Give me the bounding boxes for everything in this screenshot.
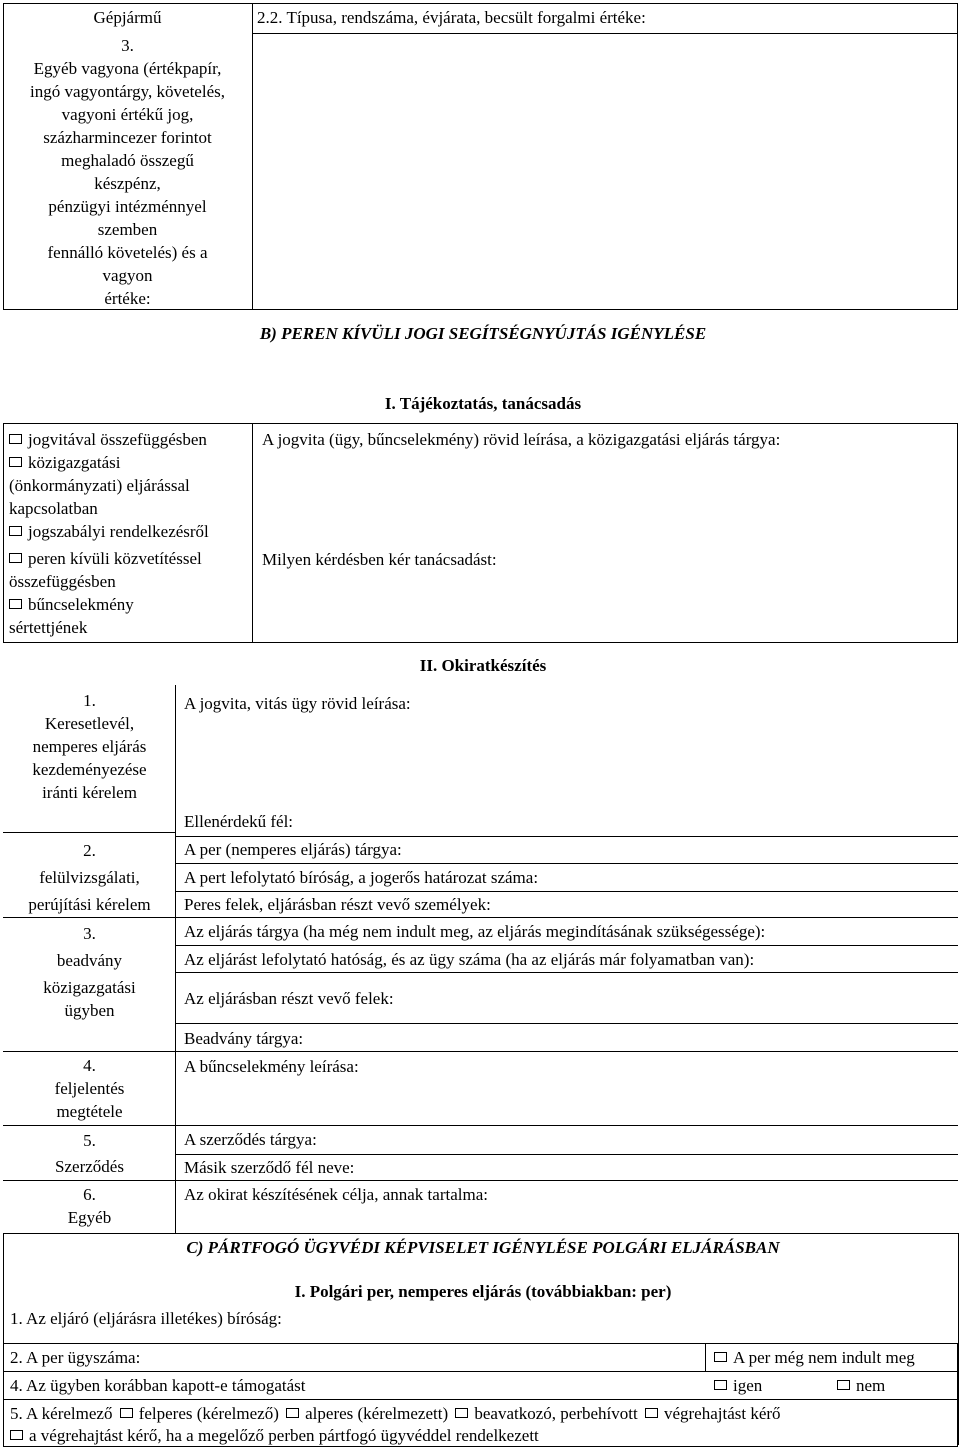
- checkbox-icon[interactable]: [9, 553, 22, 563]
- drafting-line: [175, 891, 958, 892]
- role-enforcement-prior-option[interactable]: a végrehajtást kérő, ha a megelőző perben pártfogó ügyvéddel rendelkezett: [10, 1424, 539, 1447]
- drafting-line: [3, 917, 958, 918]
- section-b-title: B) PEREN KÍVÜLI JOGI SEGÍTSÉGNYÚJTÁS IGÉNYLÉSE: [259, 324, 707, 343]
- prior-support-label: 4. Az ügyben korábban kapott-e támogatást: [10, 1376, 306, 1395]
- vehicle-label: Gépjármű: [93, 8, 162, 27]
- form-right-border: [958, 1233, 959, 1445]
- drafting-item-review[interactable]: 2. felülvizsgálati, perújítási kérelem: [28, 841, 151, 914]
- checkbox-icon[interactable]: [9, 457, 22, 467]
- drafting-line: [175, 1154, 958, 1155]
- section-c-title: C) PÁRTFOGÓ ÜGYVÉDI KÉPVISELET IGÉNYLÉSE POLGÁRI ELJÁRÁSBAN: [186, 1238, 780, 1257]
- consultation-question-field[interactable]: Milyen kérdésben kér tanácsadást:: [262, 550, 497, 569]
- court-field[interactable]: 1. Az eljáró (eljárásra illetékes) bíróság:: [10, 1309, 282, 1328]
- drafting-line: [175, 1023, 958, 1024]
- option-administrative[interactable]: közigazgatási: [9, 451, 209, 474]
- drafting-item-other[interactable]: 6. Egyéb: [67, 1185, 112, 1227]
- option-legal-dispute[interactable]: jogvitával összefüggésben: [9, 428, 209, 451]
- asset-table-divider: [252, 3, 253, 310]
- procedure-subject-field[interactable]: Az eljárás tárgya (ha még nem indult meg, az eljárás megindításának szükségessége):: [184, 922, 766, 941]
- civil-case-row-line: [3, 1399, 958, 1400]
- consultation-options: jogvitával összefüggésben közigazgatási (önkormányzati) eljárással kapcsolatban jogszabályi rendelkezésről peren kívüli közvetítéssel összefüggésben bűncselekmény sértettjének: [9, 430, 209, 637]
- drafting-line: [3, 1180, 958, 1181]
- other-party-name-field[interactable]: Másik szerződő fél neve:: [184, 1158, 355, 1177]
- case-subject-field[interactable]: A per (nemperes eljárás) tárgya:: [184, 840, 402, 859]
- drafting-item-report[interactable]: 4. feljelentés megtétele: [54, 1056, 125, 1121]
- option-crime-victim[interactable]: bűncselekmény: [9, 593, 209, 616]
- submission-subject-field[interactable]: Beadvány tárgya:: [184, 1029, 304, 1048]
- role-defendant-option[interactable]: alperes (kérelmezett): [283, 1404, 448, 1423]
- prior-support-no-option[interactable]: nem: [837, 1374, 885, 1397]
- procedure-parties-field[interactable]: Az eljárásban részt vevő felek:: [184, 989, 394, 1008]
- vehicle-details-field[interactable]: 2.2. Típusa, rendszáma, évjárata, becsült forgalmi értéke:: [257, 8, 646, 27]
- drafting-line: [3, 832, 176, 833]
- item3-description: Egyéb vagyona (értékpapír, ingó vagyontárgy, követelés, vagyoni értékű jog, százharmincezer forintot meghaladó összegű készpénz, pénzügyi intézménnyel szemben fennálló követelés) és a vagyon értéke:: [30, 59, 225, 308]
- contract-subject-field[interactable]: A szerződés tárgya:: [184, 1130, 317, 1149]
- civil-case-col-line: [705, 1343, 706, 1371]
- drafting-line: [175, 945, 958, 946]
- case-not-started-option[interactable]: A per még nem indult meg: [714, 1346, 915, 1369]
- role-plaintiff-option[interactable]: felperes (kérelmező): [117, 1404, 279, 1423]
- checkbox-icon[interactable]: [455, 1408, 468, 1418]
- drafting-line: [3, 1125, 958, 1126]
- drafting-line: [175, 863, 958, 864]
- dispute-description-field[interactable]: A jogvita (ügy, bűncselekmény) rövid leírása, a közigazgatási eljárás tárgya:: [262, 430, 781, 449]
- authority-case-number-field[interactable]: Az eljárást lefolytató hatóság, és az ügy száma (ha az eljárás már folyamatban van):: [184, 950, 755, 969]
- case-number-field[interactable]: 2. A per ügyszáma:: [10, 1348, 141, 1367]
- checkbox-icon[interactable]: [10, 1430, 23, 1440]
- drafting-item-contract[interactable]: 5. Szerződés: [55, 1131, 124, 1176]
- checkbox-icon[interactable]: [837, 1380, 850, 1390]
- crime-description-field[interactable]: A bűncselekmény leírása:: [184, 1057, 359, 1076]
- asset-table-row-line: [252, 33, 958, 34]
- option-legislation[interactable]: jogszabályi rendelkezésről: [9, 520, 209, 543]
- checkbox-icon[interactable]: [120, 1408, 133, 1418]
- opposing-party-field[interactable]: Ellenérdekű fél:: [184, 812, 294, 831]
- checkbox-icon[interactable]: [714, 1380, 727, 1390]
- civil-case-title: I. Polgári per, nemperes eljárás (továbbiakban: per): [294, 1282, 672, 1301]
- drafting-line: [3, 1051, 958, 1052]
- court-decision-field[interactable]: A pert lefolytató bíróság, a jogerős határozat száma:: [184, 868, 539, 887]
- civil-case-row-line: [3, 1371, 958, 1372]
- role-enforcement-option[interactable]: végrehajtást kérő: [642, 1404, 781, 1423]
- document-purpose-field[interactable]: Az okirat készítésének célja, annak tartalma:: [184, 1185, 488, 1204]
- drafting-line: [175, 836, 958, 837]
- checkbox-icon[interactable]: [645, 1408, 658, 1418]
- checkbox-icon[interactable]: [9, 526, 22, 536]
- document-drafting-title: II. Okiratkészítés: [419, 656, 547, 675]
- consultation-title: I. Tájékoztatás, tanácsadás: [384, 394, 582, 413]
- dispute-summary-field[interactable]: A jogvita, vitás ügy rövid leírása:: [184, 694, 411, 713]
- checkbox-icon[interactable]: [9, 599, 22, 609]
- drafting-item-submission[interactable]: 3. beadvány közigazgatási ügyben: [43, 924, 136, 1020]
- role-intervener-option[interactable]: beavatkozó, perbehívott: [452, 1404, 637, 1423]
- checkbox-icon[interactable]: [286, 1408, 299, 1418]
- drafting-item-lawsuit[interactable]: 1. Keresetlevél, nemperes eljárás kezdeményezése iránti kérelem: [32, 691, 147, 802]
- checkbox-icon[interactable]: [714, 1352, 727, 1362]
- option-mediation[interactable]: peren kívüli közvetítéssel: [9, 547, 209, 570]
- item3-number: 3.: [121, 36, 134, 55]
- drafting-line: [3, 1233, 958, 1234]
- consultation-divider: [252, 423, 253, 643]
- applicant-role-row: 5. A kérelmező felperes (kérelmező) alperes (kérelmezett) beavatkozó, perbehívott végrehajtást kérő: [10, 1404, 781, 1423]
- parties-field[interactable]: Peres felek, eljárásban részt vevő személyek:: [184, 895, 491, 914]
- checkbox-icon[interactable]: [9, 434, 22, 444]
- drafting-line: [175, 972, 958, 973]
- prior-support-yes-option[interactable]: igen: [714, 1374, 762, 1397]
